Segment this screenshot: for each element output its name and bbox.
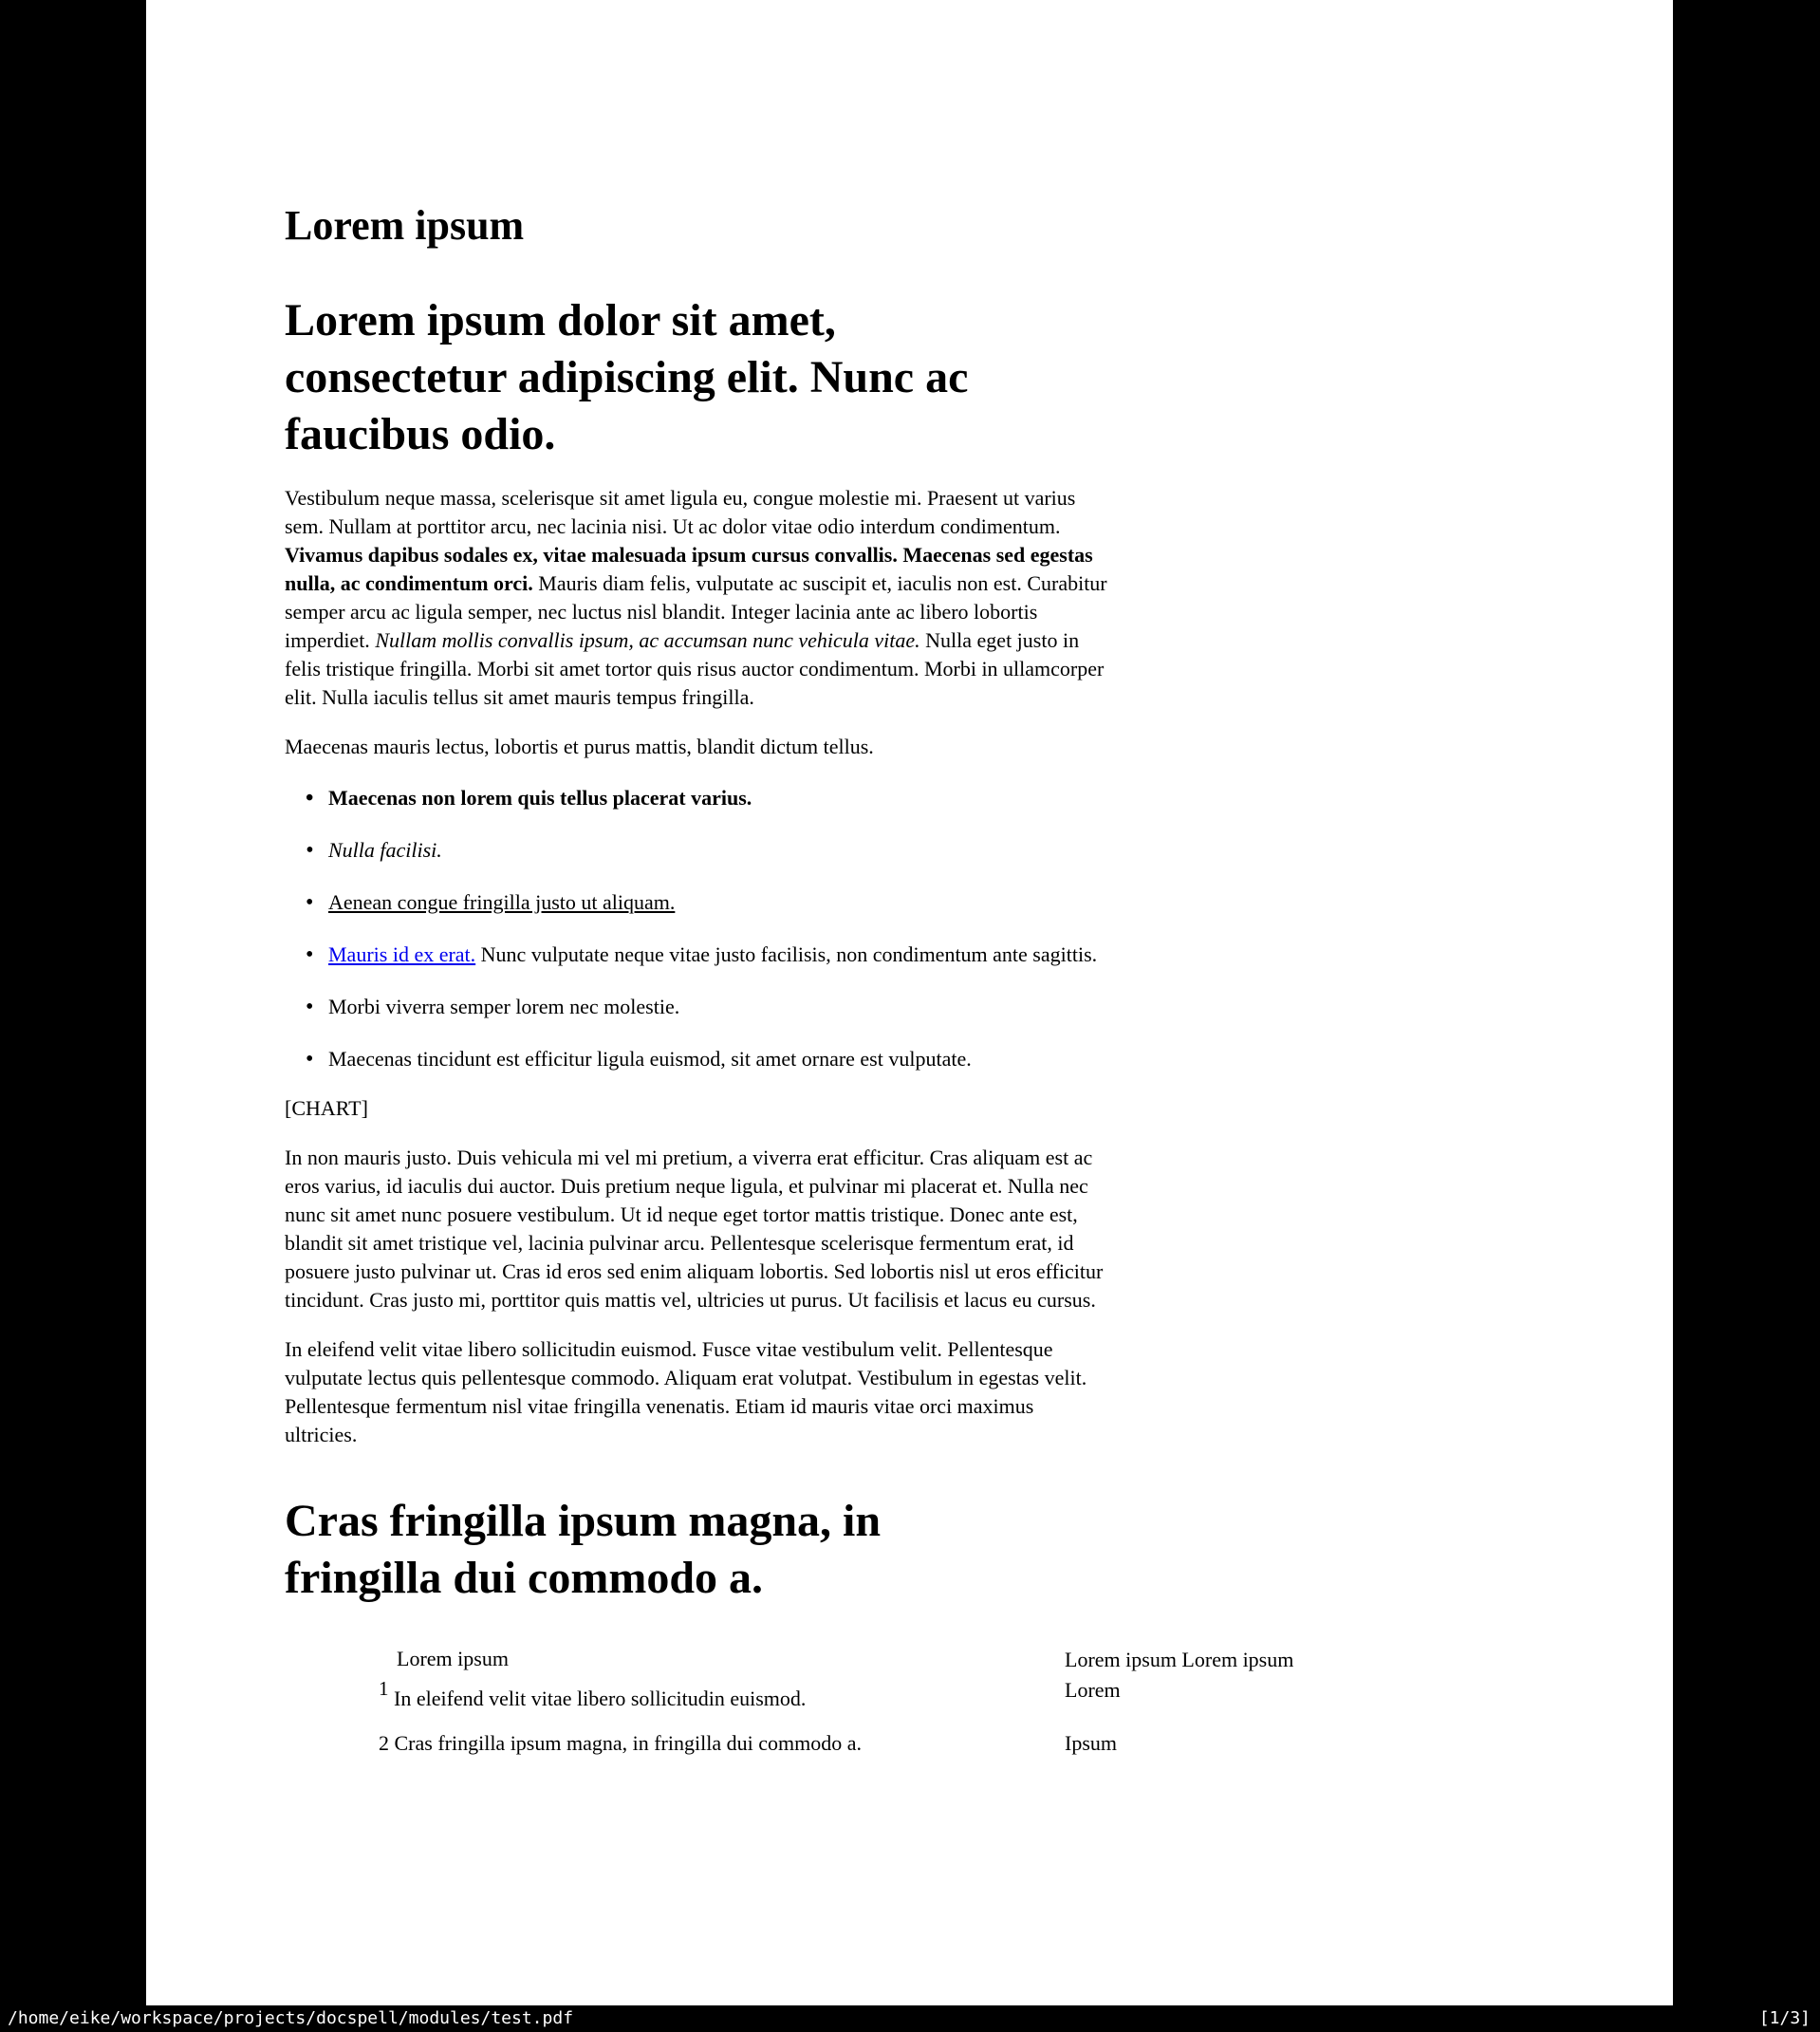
paragraph-2: Maecenas mauris lectus, lobortis et purus mattis, blandit dictum tellus. bbox=[285, 735, 874, 758]
aenean-link[interactable]: Aenean congue fringilla justo ut aliquam. bbox=[328, 890, 676, 914]
list-item-underlined bbox=[328, 888, 1101, 917]
status-page-indicator: [1/3] bbox=[1758, 2007, 1811, 2028]
footnote-1 bbox=[379, 1673, 1065, 1729]
paragraph-1-segment: Vestibulum neque massa, scelerisque sit amet ligula eu, congue molestie mi. Praesent ut varius sem. Nullam at porttitor arcu, nec lacinia nisi. Ut ac dolor vitae odio interdum condimentum. bbox=[285, 486, 1076, 538]
paragraph-1-segment: Mauris diam felis, vulputate ac suscipit et, iaculis non est. Curabitur semper arcu ac ligula semper, nec luctus nisl blandit. Integer lacinia ante ac libero lobortis imperdiet. bbox=[285, 571, 1107, 652]
list-item-bold: • Maecenas non lorem quis tellus placerat varius. bbox=[328, 784, 1101, 812]
footnote-col2-header: Lorem ipsum Lorem ipsum Lorem bbox=[1065, 1648, 1294, 1702]
section-heading-2 bbox=[285, 1493, 1110, 1607]
status-file-path: /home/eike/workspace/projects/docspell/modules/test.pdf bbox=[8, 2007, 574, 2028]
footnote-1-text: In eleifend velit vitae libero sollicitudin euismod. bbox=[394, 1687, 807, 1710]
footnote-1-marker: 1 bbox=[379, 1677, 389, 1700]
heading-line: Lorem ipsum dolor sit amet, bbox=[285, 295, 836, 345]
paragraph-1-bold-segment: Vivamus dapibus sodales ex, vitae malesuada ipsum cursus convallis. Maecenas sed egestas nulla, ac condimentum orci. bbox=[285, 543, 1093, 595]
heading-line: fringilla dui commodo a. bbox=[285, 1553, 764, 1603]
page-content bbox=[285, 0, 1294, 1758]
heading-line: consectetur adipiscing elit. Nunc ac bbox=[285, 352, 969, 402]
mauris-id-ex-erat-link[interactable]: Mauris id ex erat. bbox=[328, 942, 476, 966]
footnote-2-body bbox=[379, 1731, 862, 1755]
paragraph-3: In non mauris justo. Duis vehicula mi vel mi pretium, a viverra erat efficitur. Cras aliquam est ac eros varius, id iaculis dui auctor. Duis pretium neque ligula, et pulvinar mi placerat et. Nulla nec nunc sit amet nunc posuere vestibulum. Ut id neque eget tortor mattis tristique. Donec ante est, blandit sit amet tristique vel, lacinia pulvinar arcu. Pellentesque scelerisque fermentum erat, id posuere justo pulvinar ut. Cras id eros sed enim aliquam lobortis. Sed lobortis nisl ut eros efficitur tincidunt. Cras justo mi, porttitor quis mattis vel, ultricies ut purus. Ut facilisis et lacus eu cursus. bbox=[285, 1146, 1104, 1312]
list-item-rest-text: Nunc vulputate neque vitae justo facilisis, non condimentum ante sagittis. bbox=[475, 942, 1098, 966]
paragraph-4: In eleifend velit vitae libero sollicitudin euismod. Fusce vitae vestibulum velit. Pellentesque vulputate lectus quis pellentesque commodo. Aliquam erat volutpat. Vestibulum in egestas velit. Pellentesque fermentum nisl vitae fringilla venenatis. Etiam id mauris vitae orci maximus ultricies. bbox=[285, 1337, 1087, 1446]
footnote-2-marker: 2 bbox=[379, 1731, 389, 1755]
footnote-1-body bbox=[379, 1677, 807, 1710]
paragraph-1-italic-segment: Nullam mollis convallis ipsum, ac accumsan nunc vehicula vitae. bbox=[375, 628, 920, 652]
list-item: • Maecenas tincidunt est efficitur ligula euismod, sit amet ornare est vulputate. bbox=[328, 1045, 1101, 1073]
list-item: • Morbi viverra semper lorem nec molestie. bbox=[328, 993, 1101, 1021]
bullet-list bbox=[285, 784, 1110, 1073]
footnote-2-text: Cras fringilla ipsum magna, in fringilla dui commodo a. bbox=[394, 1731, 862, 1755]
status-bar bbox=[0, 2005, 1820, 2032]
heading-line: faucibus odio. bbox=[285, 409, 556, 459]
paragraph-1 bbox=[285, 484, 1110, 712]
document-view[interactable] bbox=[146, 0, 1673, 2005]
document-heading bbox=[285, 292, 1110, 463]
list-item-italic: • Nulla facilisi. bbox=[328, 836, 1101, 865]
list-item-with-link bbox=[328, 941, 1101, 969]
footnotes-table bbox=[379, 1645, 1294, 1758]
footnote-2-col2: Ipsum bbox=[1065, 1731, 1117, 1755]
footnote-col1-header: Lorem ipsum bbox=[397, 1647, 509, 1670]
heading-line: Cras fringilla ipsum magna, in bbox=[285, 1496, 882, 1546]
section-title: Lorem ipsum bbox=[285, 202, 525, 249]
footnote-2 bbox=[379, 1729, 1065, 1758]
paragraph-1-segment: Nulla eget justo in felis tristique fringilla. Morbi sit amet tortor quis risus auctor condimentum. Morbi in ullamcorper elit. Nulla iaculis tellus sit amet mauris tempus fringilla. bbox=[285, 628, 1105, 709]
chart-placeholder: [CHART] bbox=[285, 1096, 368, 1120]
